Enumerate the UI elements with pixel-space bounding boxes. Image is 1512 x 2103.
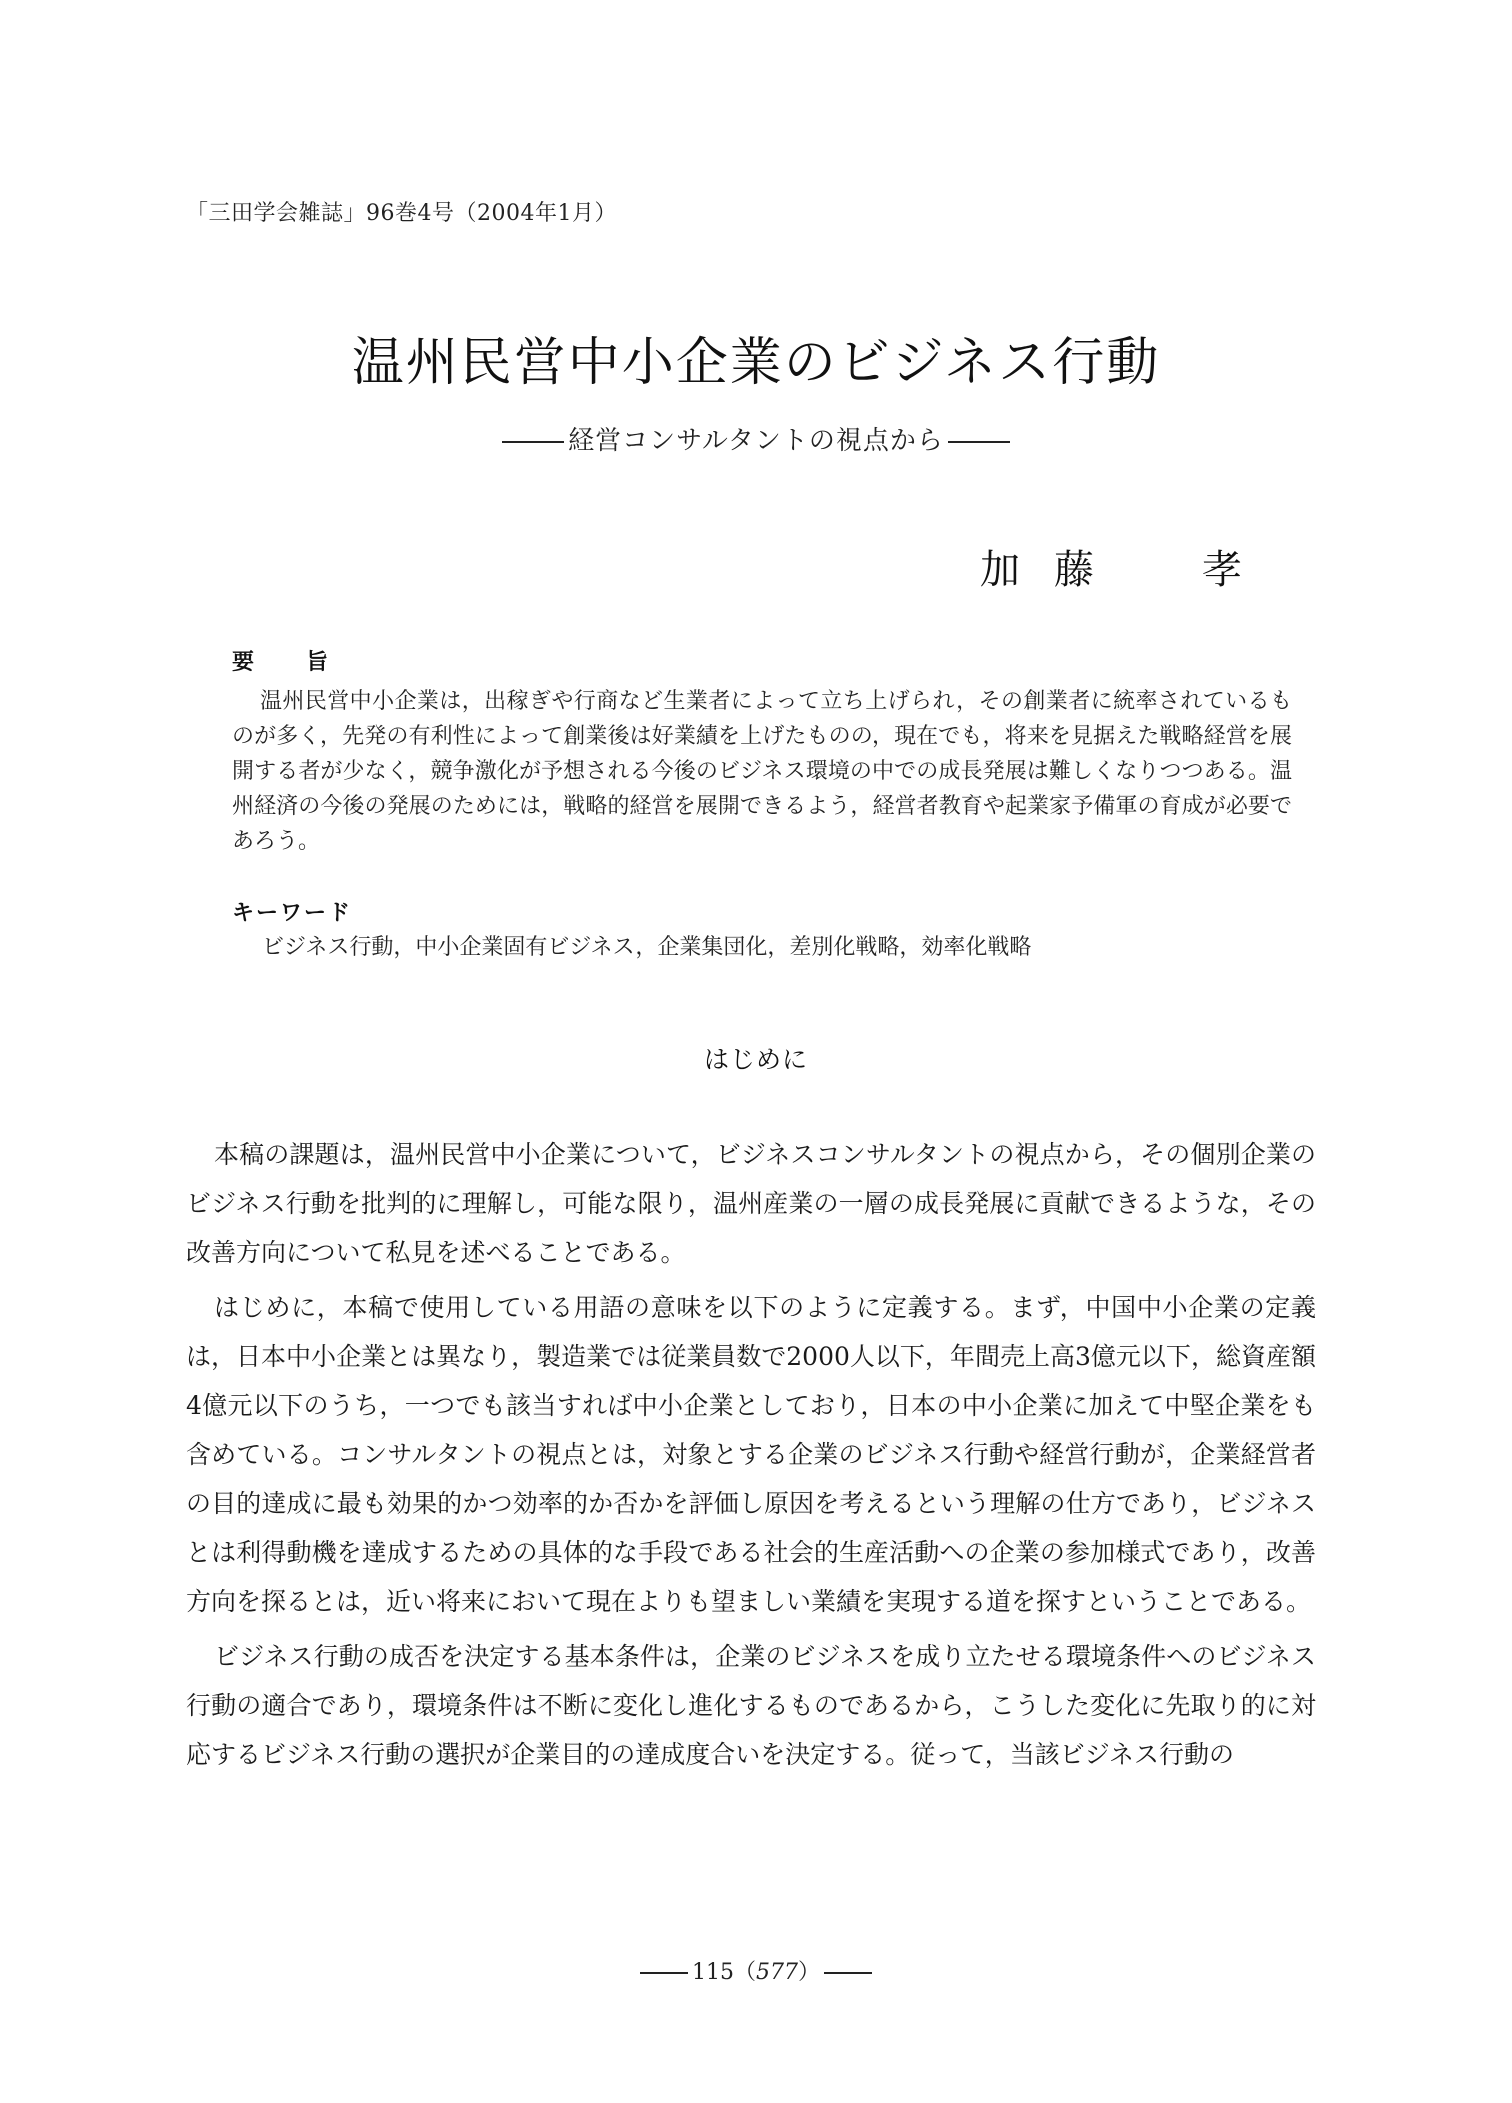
section-heading: はじめに — [703, 1045, 808, 1074]
subtitle-dash-left — [502, 441, 564, 443]
footer-dash-right — [824, 1972, 872, 1974]
abstract-heading: 要旨 — [232, 649, 381, 675]
paragraph: はじめに，本稿で使用している用語の意味を以下のように定義する。まず，中国中小企業の定義は，日本中小企業とは異なり，製造業では従業員数で2000人以下，年間売上高3億元以下，総資産額4億元以下のうち，一つでも該当すれば中小企業としており，日本の中小企業に加えて中堅企業をも含めている。コンサルタントの視点とは，対象とする企業のビジネス行動や経営行動が，企業経営者の目的達成に最も効果的かつ効率的か否かを評価し原因を考えるという理解の仕方であり，ビジネスとは利得動機を達成するための具体的な手段である社会的生産活動への企業の参加様式であり，改善方向を探るとは，近い将来において現在よりも望ましい業績を実現する道を探すということである。 — [186, 1293, 1316, 1616]
keywords-heading: キーワード — [232, 900, 353, 926]
page-footer: 115（577） — [0, 1955, 1512, 1986]
volume-page-number: 577 — [756, 1960, 798, 1985]
footer-dash-left — [640, 1972, 688, 1974]
subtitle-dash-right — [948, 441, 1010, 443]
body-text — [186, 1130, 1316, 1785]
paper-title: 温州民営中小企業のビジネス行動 — [351, 333, 1161, 393]
keywords-list: ビジネス行動，中小企業固有ビジネス，企業集団化，差別化戦略，効率化戦略 — [262, 935, 1032, 960]
paragraph: 本稿の課題は，温州民営中小企業について，ビジネスコンサルタントの視点から，その個別企業のビジネス行動を批判的に理解し，可能な限り，温州産業の一層の成長発展に貢献できるような，その改善方向について私見を述べることである。 — [186, 1140, 1316, 1267]
abstract-text: 温州民営中小企業は，出稼ぎや行商など生業者によって立ち上げられ，その創業者に統率されているものが多く，先発の有利性によって創業後は好業績を上げたものの，現在でも，将来を見据えた戦略経営を展開する者が少なく，競争激化が予想される今後のビジネス環境の中での成長発展は難しくなりつつある。温州経済の今後の発展のためには，戦略的経営を展開できるよう，経営者教育や起業家予備軍の育成が必要であろう。 — [232, 689, 1292, 854]
journal-info: 「三田学会雑誌」96巻4号（2004年1月） — [186, 201, 617, 226]
page-number: 115 — [691, 1960, 734, 1985]
paper-subtitle — [0, 420, 1512, 457]
paragraph: ビジネス行動の成否を決定する基本条件は，企業のビジネスを成り立たせる環境条件へのビジネス行動の適合であり，環境条件は不断に変化し進化するものであるから，こうした変化に先取り的に対応するビジネス行動の選択が企業目的の達成度合いを決定する。従って，当該ビジネス行動の — [186, 1642, 1316, 1769]
subtitle-text: 経営コンサルタントの視点から — [568, 426, 944, 456]
author-name: 加藤 孝 — [980, 547, 1276, 593]
